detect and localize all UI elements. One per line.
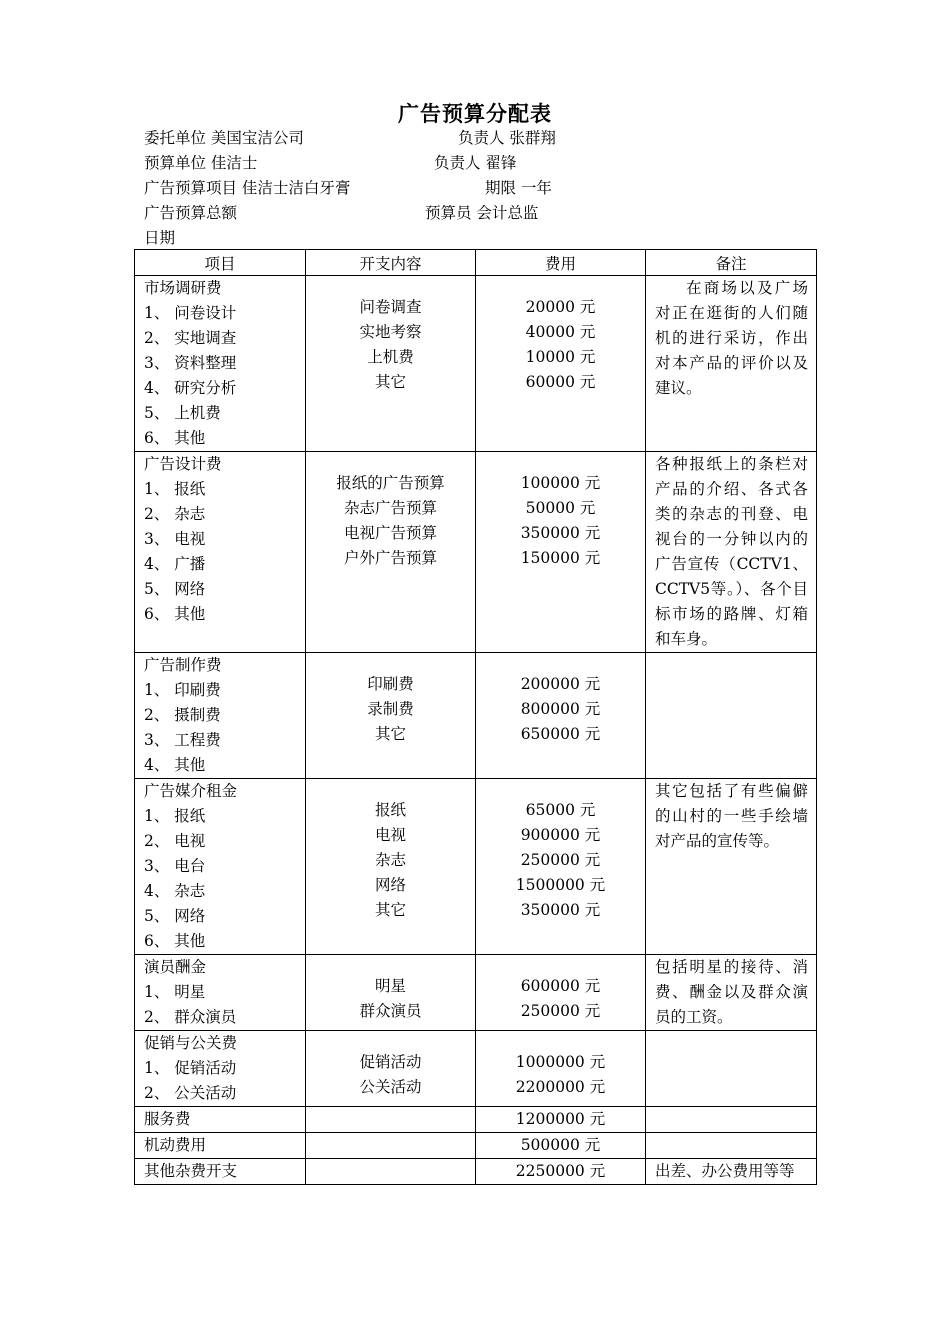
cost-cell-line: 2200000 元 — [515, 1078, 606, 1096]
content-cell — [306, 955, 476, 1031]
note-text: 包括明星的接待、消费、酬金以及群众演员的工资。 — [655, 958, 808, 1026]
budget-project: 广告预算项目 佳洁士洁白牙膏 — [144, 179, 351, 197]
header-note: 备注 — [646, 250, 817, 276]
note-cell — [646, 955, 817, 1031]
note-text: 在商场以及广场对正在逛街的人们随机的进行采访，作出对本产品的评价以及建议。 — [655, 279, 808, 397]
cost-cell-line: 10000 元 — [525, 348, 596, 366]
item-cell-line: 2、 杂志 — [144, 505, 206, 523]
content-cell-line: 报纸的广告预算 — [336, 474, 445, 492]
note-text: 各种报纸上的条栏对产品的介绍、各式各类的杂志的刊登、电视台的一分钟以内的广告宣传（CCTV1、CCTV5等。）、各个目标市场的路牌、灯箱和车身。 — [655, 455, 808, 648]
cost-cell-line: 900000 元 — [520, 826, 601, 844]
item-cell-line: 演员酬金 — [144, 958, 207, 976]
note-cell — [646, 452, 817, 653]
item-cell-line: 6、 其他 — [144, 932, 206, 950]
note-text: 其它包括了有些偏僻的山村的一些手绘墙对产品的宣传等。 — [655, 782, 808, 850]
note-cell — [646, 779, 817, 955]
cost-cell — [476, 452, 646, 653]
content-cell — [306, 1159, 476, 1185]
table-body — [135, 276, 817, 1185]
item-cell-line: 广告制作费 — [144, 656, 222, 674]
content-cell-line: 其它 — [374, 901, 406, 919]
item-cell-line: 机动费用 — [144, 1136, 207, 1154]
content-cell-line: 其它 — [374, 725, 406, 743]
content-cell-line — [306, 1133, 475, 1158]
item-cell-line: 2、 群众演员 — [144, 1008, 237, 1026]
cost-cell-line: 20000 元 — [525, 298, 596, 316]
content-cell-line: 实地考察 — [359, 323, 422, 341]
content-cell-line: 网络 — [374, 876, 406, 894]
cost-cell-line: 250000 元 — [520, 1002, 601, 1020]
content-cell-line: 电视广告预算 — [343, 524, 437, 542]
item-cell-line: 广告媒介租金 — [144, 782, 238, 800]
table-row — [135, 1133, 817, 1159]
table-row — [135, 1159, 817, 1185]
cost-cell — [476, 1159, 646, 1185]
content-cell — [306, 779, 476, 955]
cost-cell — [476, 779, 646, 955]
header-cost: 费用 — [476, 250, 646, 276]
table-row — [135, 653, 817, 779]
table-row — [135, 1031, 817, 1107]
item-cell-line: 5、 上机费 — [144, 404, 221, 422]
note-cell — [646, 1031, 817, 1107]
item-cell-line: 2、 实地调查 — [144, 329, 237, 347]
item-cell-line: 6、 其他 — [144, 429, 206, 447]
cost-cell-line: 150000 元 — [520, 549, 601, 567]
content-cell-line: 杂志广告预算 — [343, 499, 437, 517]
item-cell-line: 3、 工程费 — [144, 731, 221, 749]
note-cell — [646, 1107, 817, 1133]
content-cell-line: 户外广告预算 — [343, 549, 437, 567]
item-cell-line: 4、 广播 — [144, 555, 206, 573]
item-cell-line: 3、 电台 — [144, 857, 206, 875]
item-cell — [135, 1133, 306, 1159]
document-title: 广告预算分配表 — [398, 102, 552, 126]
cost-cell-line: 350000 元 — [520, 524, 601, 542]
note-cell — [646, 1133, 817, 1159]
client-unit: 委托单位 美国宝洁公司 — [144, 129, 304, 147]
budgeter: 预算员 会计总监 — [425, 204, 539, 222]
content-cell-line: 录制费 — [367, 700, 414, 718]
cost-cell — [476, 276, 646, 452]
content-cell — [306, 276, 476, 452]
budget-unit: 预算单位 佳洁士 — [144, 154, 258, 172]
item-cell-line: 1、 报纸 — [144, 807, 206, 825]
content-cell-line: 杂志 — [374, 851, 406, 869]
cost-cell — [476, 653, 646, 779]
cost-cell — [476, 1107, 646, 1133]
content-cell-line: 其它 — [374, 373, 406, 391]
cost-cell-line: 1500000 元 — [515, 876, 606, 894]
item-cell-line: 其他杂费开支 — [144, 1162, 238, 1180]
cost-cell-line: 250000 元 — [520, 851, 601, 869]
cost-cell-line: 100000 元 — [520, 474, 601, 492]
item-cell-line: 2、 公关活动 — [144, 1084, 237, 1102]
item-cell-line: 2、 摄制费 — [144, 706, 221, 724]
budget-manager: 负责人 翟锋 — [434, 154, 517, 172]
content-cell-line — [306, 1107, 475, 1132]
cost-cell-line: 50000 元 — [525, 499, 596, 517]
content-cell-line: 印刷费 — [367, 675, 414, 693]
content-cell-line: 群众演员 — [359, 1002, 422, 1020]
item-cell-line: 市场调研费 — [144, 279, 222, 297]
table-header-row — [135, 250, 817, 276]
item-cell-line: 4、 研究分析 — [144, 379, 237, 397]
item-cell-line: 5、 网络 — [144, 907, 206, 925]
item-cell-line: 6、 其他 — [144, 605, 206, 623]
content-cell — [306, 653, 476, 779]
note-cell — [646, 276, 817, 452]
cost-cell-line: 2250000 元 — [515, 1162, 606, 1180]
item-cell-line: 1、 报纸 — [144, 480, 206, 498]
cost-cell-line: 650000 元 — [520, 725, 601, 743]
table-row — [135, 1107, 817, 1133]
table-row — [135, 955, 817, 1031]
client-manager: 负责人 张群翔 — [458, 129, 556, 147]
item-cell-line: 1、 促销活动 — [144, 1059, 237, 1077]
item-cell-line: 3、 电视 — [144, 530, 206, 548]
date-label: 日期 — [144, 229, 176, 247]
note-cell — [646, 1159, 817, 1185]
item-cell-line: 3、 资料整理 — [144, 354, 237, 372]
item-cell-line: 2、 电视 — [144, 832, 206, 850]
content-cell — [306, 1107, 476, 1133]
table-row — [135, 452, 817, 653]
table-row — [135, 779, 817, 955]
budget-period: 期限 一年 — [485, 179, 552, 197]
cost-cell — [476, 1031, 646, 1107]
content-cell — [306, 1133, 476, 1159]
cost-cell-line: 60000 元 — [525, 373, 596, 391]
item-cell-line: 1、 明星 — [144, 983, 206, 1001]
item-cell — [135, 276, 306, 452]
cost-cell — [476, 1133, 646, 1159]
item-cell — [135, 955, 306, 1031]
cost-cell-line: 200000 元 — [520, 675, 601, 693]
content-cell-line: 问卷调查 — [359, 298, 422, 316]
item-cell-line: 1、 印刷费 — [144, 681, 221, 699]
item-cell — [135, 1107, 306, 1133]
budget-table — [134, 249, 817, 1185]
content-cell-line: 促销活动 — [359, 1053, 422, 1071]
cost-cell-line: 40000 元 — [525, 323, 596, 341]
content-cell — [306, 452, 476, 653]
note-cell — [646, 653, 817, 779]
cost-cell-line: 600000 元 — [520, 977, 601, 995]
item-cell-line: 1、 问卷设计 — [144, 304, 237, 322]
cost-cell-line: 1200000 元 — [515, 1110, 606, 1128]
item-cell — [135, 452, 306, 653]
content-cell-line: 上机费 — [367, 348, 414, 366]
cost-cell-line: 350000 元 — [520, 901, 601, 919]
content-cell-line: 报纸 — [374, 801, 406, 819]
cost-cell-line: 65000 元 — [525, 801, 596, 819]
item-cell-line: 促销与公关费 — [144, 1034, 238, 1052]
content-cell-line: 电视 — [374, 826, 406, 844]
item-cell — [135, 1031, 306, 1107]
cost-cell-line: 800000 元 — [520, 700, 601, 718]
item-cell-line: 4、 其他 — [144, 756, 206, 774]
item-cell — [135, 1159, 306, 1185]
item-cell-line — [135, 627, 305, 652]
cost-cell-line: 500000 元 — [520, 1136, 601, 1154]
table-row — [135, 276, 817, 452]
item-cell-line: 4、 杂志 — [144, 882, 206, 900]
content-cell-line: 明星 — [374, 977, 406, 995]
item-cell — [135, 653, 306, 779]
header-item: 项目 — [135, 250, 306, 276]
item-cell — [135, 779, 306, 955]
content-cell-line: 公关活动 — [359, 1078, 422, 1096]
note-text: 出差、办公费用等等 — [655, 1162, 795, 1180]
item-cell-line: 广告设计费 — [144, 455, 222, 473]
header-content: 开支内容 — [306, 250, 476, 276]
budget-total: 广告预算总额 — [144, 204, 238, 222]
item-cell-line: 服务费 — [144, 1110, 191, 1128]
content-cell-line — [306, 1159, 475, 1184]
cost-cell — [476, 955, 646, 1031]
item-cell-line: 5、 网络 — [144, 580, 206, 598]
cost-cell-line: 1000000 元 — [515, 1053, 606, 1071]
content-cell — [306, 1031, 476, 1107]
